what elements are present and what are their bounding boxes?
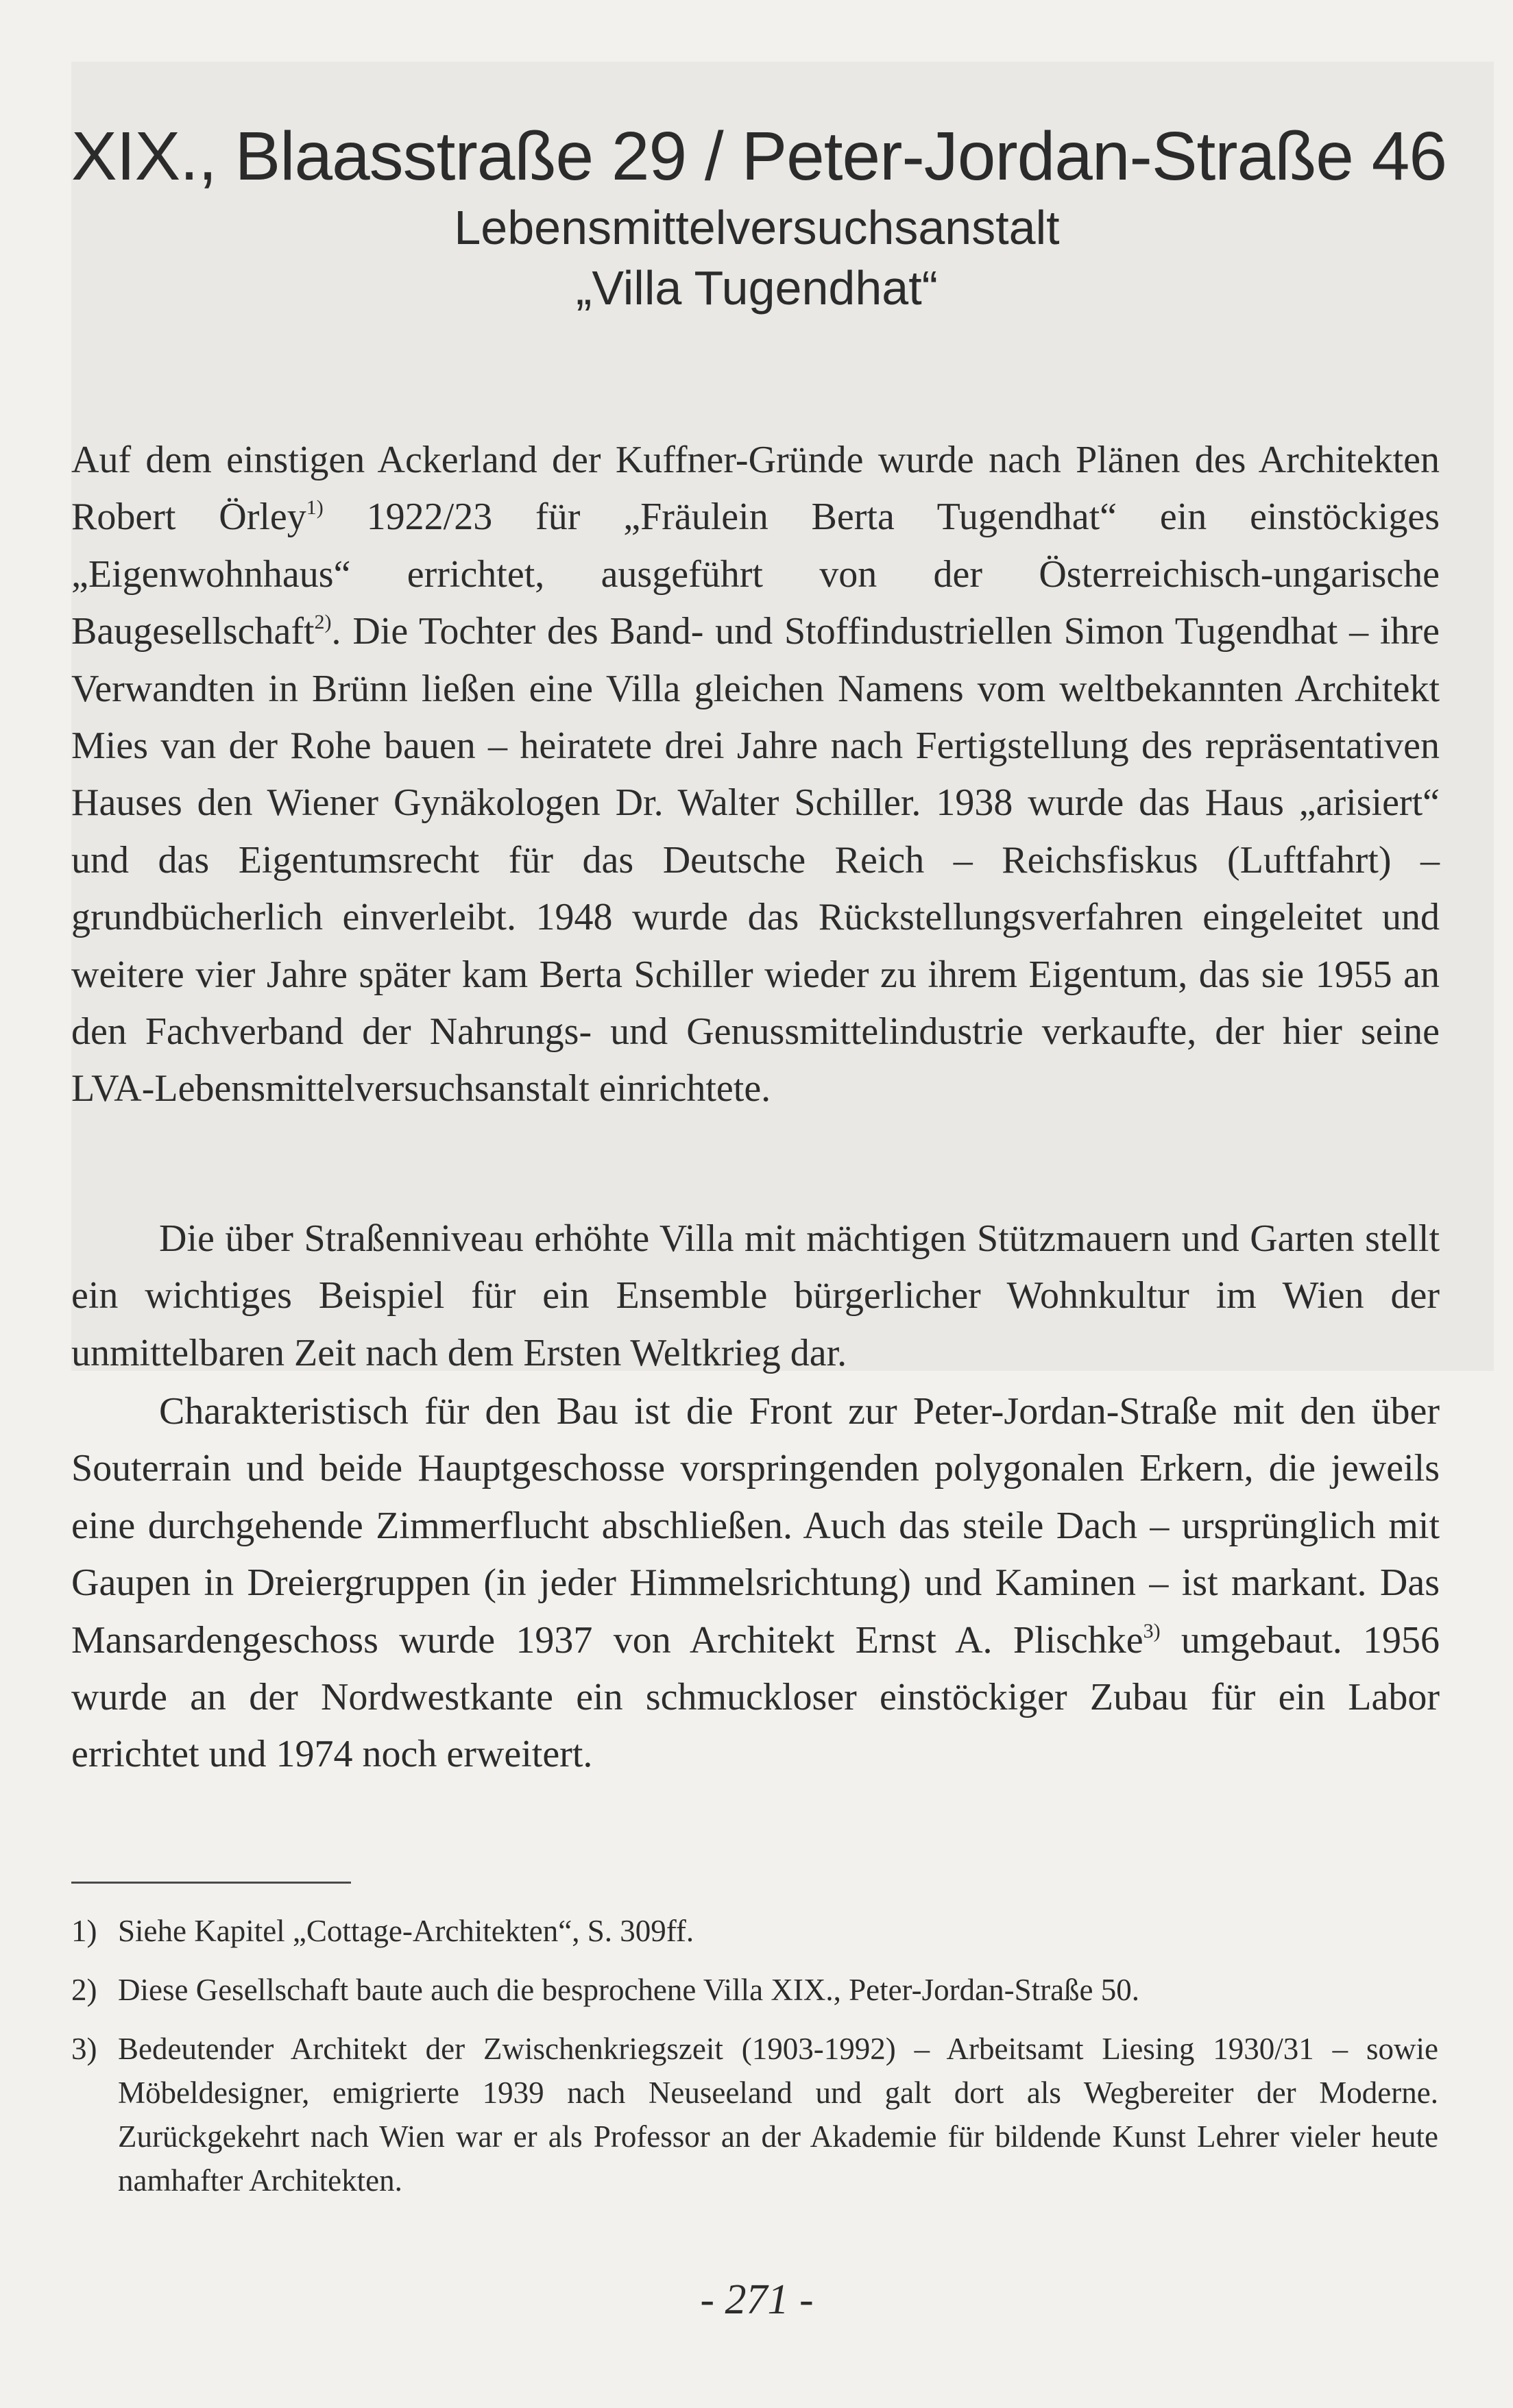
page-title: XIX., Blaasstraße 29 / Peter-Jordan-Straße 46 xyxy=(71,118,1447,195)
paragraph-text: umgebaut. 1956 wurde an der Nordwestkante ein schmuckloser einstöckiger Zubau für ein Labor errichtet und 1974 noch erweitert. xyxy=(71,1618,1440,1776)
paragraph-architecture xyxy=(71,1383,1440,1784)
paragraph-text: Charakteristisch für den Bau ist die Front zur Peter-Jordan-Straße mit den über Souterrain und beide Hauptgeschosse vorspringenden polygonalen Erkern, die jeweils eine durchgehende Zimmerflucht abschließen. Auch das steile Dach – ursprünglich mit Gaupen in Dreiergruppen (in jeder Himmelsrichtung) und Kaminen – ist markant. Das Mansardengeschoss wurde 1937 von Architekt Ernst A. Plischke xyxy=(71,1390,1440,1662)
footnote-number: 2) xyxy=(71,1973,97,2007)
paragraph-text: Auf dem einstigen Ackerland der Kuffner-Gründe wurde nach Plänen des Architekten Robert Örley xyxy=(71,439,1440,539)
footnote-ref-3: 3) xyxy=(1143,1619,1161,1642)
footnote-number: 1) xyxy=(71,1914,97,1948)
paragraph-text: 1922/23 für „Fräulein Berta Tugendhat“ ein einstöckiges „Eigenwohnhaus“ errichtet, ausgeführt von der Österreichisch-ungarische Baugesellschaft xyxy=(71,496,1440,653)
footnote-text: Siehe Kapitel „Cottage-Architekten“, S. 309ff. xyxy=(118,1914,694,1948)
paragraph-text: Die über Straßenniveau erhöhte Villa mit mächtigen Stützmauern und Garten stellt ein wichtiges Beispiel für ein Ensemble bürgerlicher Wohnkultur im Wien der unmittelbaren Zeit nach dem Ersten Weltkrieg dar. xyxy=(71,1217,1440,1374)
footnote-text: Bedeutender Architekt der Zwischenkriegszeit (1903-1992) – Arbeitsamt Liesing 1930/31 – sowie Möbeldesigner, emigrierte 1939 nach Neuseeland und galt dort als Wegbereiter der Moderne. Zurückgekehrt nach Wien war er als Professor an der Akademie für bildende Kunst Lehrer vieler heute namhafter Architekten. xyxy=(118,2032,1438,2198)
villa-name: „Villa Tugendhat“ xyxy=(576,261,938,315)
footnote-item xyxy=(71,1968,1438,2012)
paragraph-history xyxy=(71,432,1440,1118)
page-subtitle: Lebensmittelversuchsanstalt xyxy=(454,201,1060,254)
footnote-ref-1: 1) xyxy=(306,496,324,520)
paragraph-text: . Die Tochter des Band- und Stoffindustriellen Simon Tugendhat – ihre Verwandten in Brünn ließen eine Villa gleichen Namens vom weltbekannten Architekt Mies van der Rohe bauen – heiratete drei Jahre nach Fertigstellung des repräsentativen Hauses den Wiener Gynäkologen Dr. Walter Schiller. 1938 wurde das Haus „arisiert“ und das Eigentumsrecht für das Deutsche Reich – Reichsfiskus (Luftfahrt) – grundbücherlich einverleibt. 1948 wurde das Rückstellungsverfahren eingeleitet und weitere vier Jahre später kam Berta Schiller wieder zu ihrem Eigentum, das sie 1955 an den Fachverband der Nahrungs- und Genussmittelindustrie verkaufte, der hier seine LVA-Lebensmittelversuchsanstalt einrichtete. xyxy=(71,610,1440,1110)
footnote-number: 3) xyxy=(71,2032,97,2066)
footnote-item xyxy=(71,2027,1438,2202)
footnote-divider xyxy=(71,1882,351,1884)
footnote-text: Diese Gesellschaft baute auch die besprochene Villa XIX., Peter-Jordan-Straße 50. xyxy=(118,1973,1140,2007)
page-number: - 271 - xyxy=(700,2276,814,2323)
paragraph-significance xyxy=(71,1211,1440,1382)
footnote-ref-2: 2) xyxy=(314,611,332,634)
footnote-item xyxy=(71,1909,1438,1953)
footnotes xyxy=(71,1909,1438,2217)
